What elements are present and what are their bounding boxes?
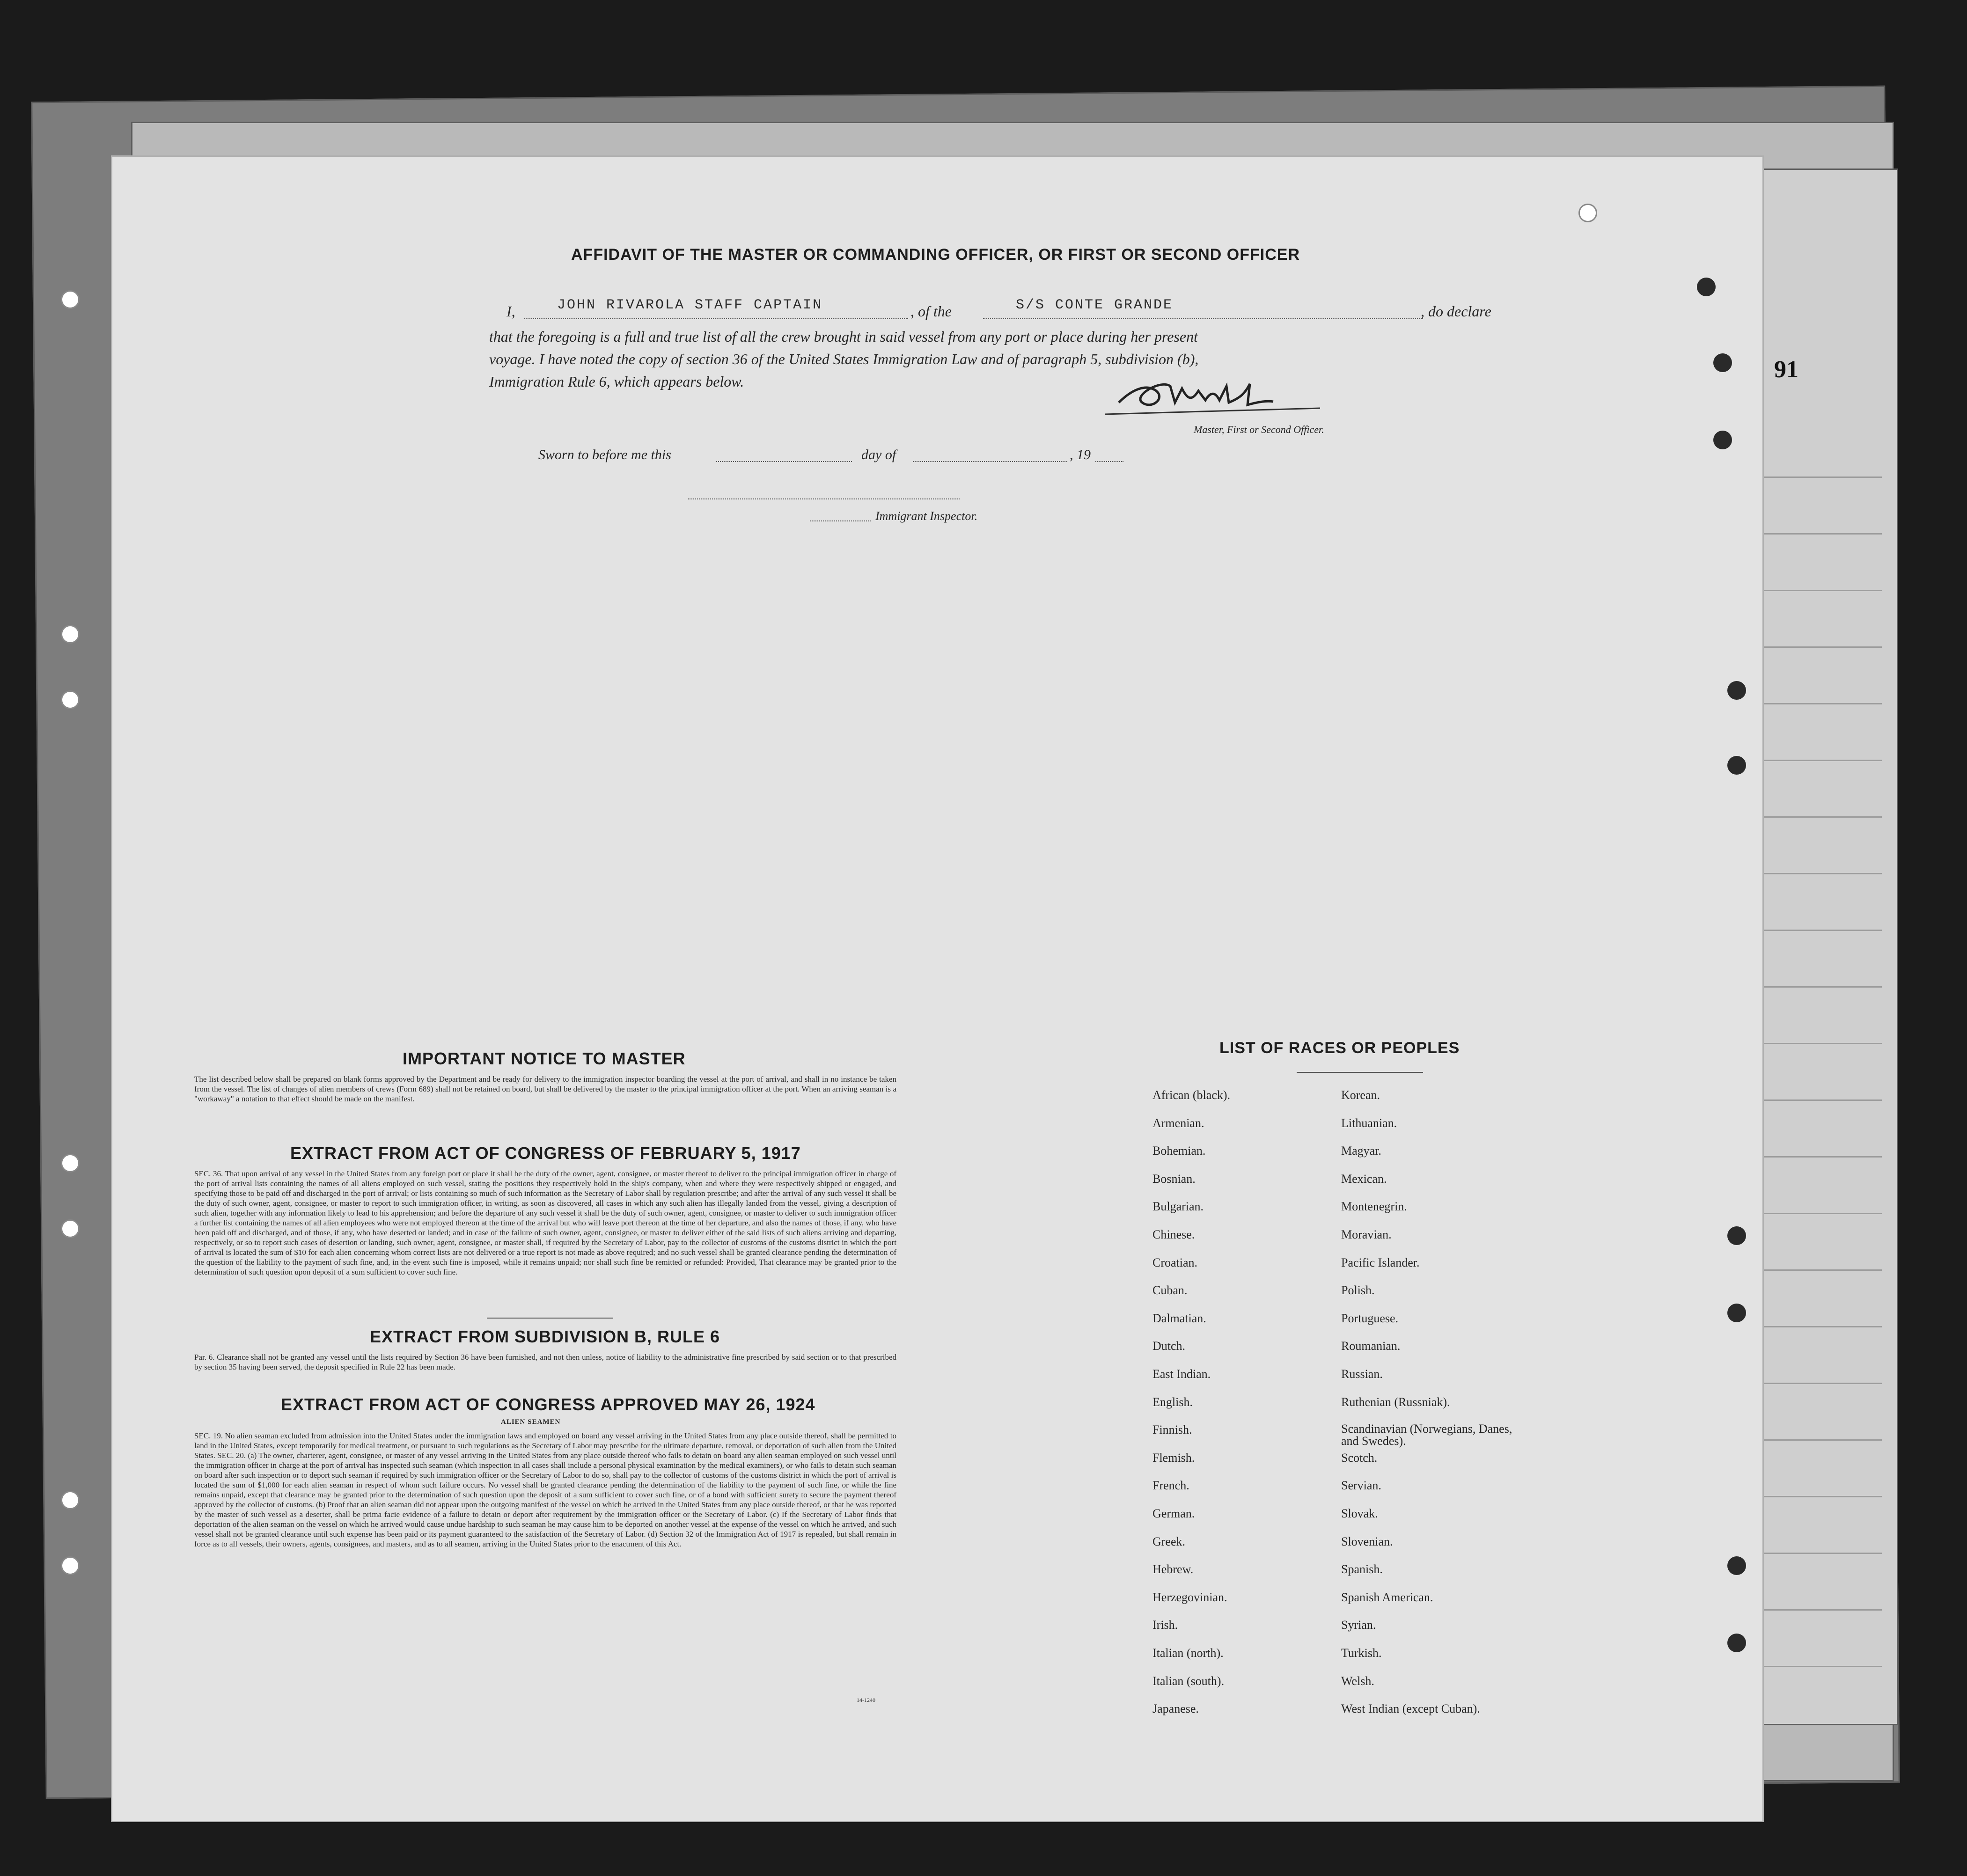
punch-hole-icon bbox=[61, 625, 80, 644]
race-item: West Indian (except Cuban). bbox=[1341, 1702, 1480, 1716]
race-item: Slovenian. bbox=[1341, 1534, 1393, 1548]
day-of-label: day of bbox=[861, 447, 896, 462]
race-item: Irish. bbox=[1152, 1618, 1178, 1632]
race-item: Scandinavian (Norwegians, Danes, and Swedes). bbox=[1341, 1422, 1512, 1448]
race-item: Syrian. bbox=[1341, 1618, 1376, 1632]
race-item: Japanese. bbox=[1152, 1702, 1199, 1716]
punch-hole-icon bbox=[1727, 681, 1746, 700]
race-item: Cuban. bbox=[1152, 1283, 1188, 1297]
race-item: Mexican. bbox=[1341, 1172, 1387, 1186]
signature-caption: Master, First or Second Officer. bbox=[1194, 424, 1324, 435]
margin-page-number: 91 bbox=[1774, 356, 1798, 383]
race-item: Montenegrin. bbox=[1341, 1200, 1407, 1214]
extract-3-title: EXTRACT FROM ACT OF CONGRESS APPROVED MAY 26, 1924 bbox=[281, 1395, 815, 1414]
notice-title: IMPORTANT NOTICE TO MASTER bbox=[403, 1049, 686, 1068]
extract-3-subtitle: ALIEN SEAMEN bbox=[501, 1418, 561, 1426]
inspector-line-2 bbox=[810, 520, 871, 521]
vessel-name: S/S CONTE GRANDE bbox=[1016, 297, 1174, 313]
punch-hole-icon bbox=[1727, 1556, 1746, 1575]
punch-hole-icon bbox=[61, 1556, 80, 1575]
punch-hole-icon bbox=[61, 1219, 80, 1238]
race-item: Finnish. bbox=[1152, 1423, 1192, 1437]
race-item: Slovak. bbox=[1341, 1507, 1378, 1520]
punch-hole-icon bbox=[1727, 1634, 1746, 1652]
race-item: Russian. bbox=[1341, 1367, 1383, 1381]
race-item: Dutch. bbox=[1152, 1339, 1186, 1353]
punch-hole-icon bbox=[1727, 1304, 1746, 1322]
race-item: Portuguese. bbox=[1341, 1311, 1399, 1325]
master-name: JOHN RIVAROLA STAFF CAPTAIN bbox=[557, 297, 823, 313]
extract-1-title: EXTRACT FROM ACT OF CONGRESS OF FEBRUARY 5, 1917 bbox=[290, 1143, 801, 1163]
race-item: Bohemian. bbox=[1152, 1144, 1206, 1158]
divider bbox=[487, 1318, 613, 1319]
race-item: French. bbox=[1152, 1479, 1189, 1493]
punch-hole-icon bbox=[1578, 204, 1597, 222]
race-item: English. bbox=[1152, 1395, 1193, 1409]
of-the-label: , of the bbox=[910, 303, 952, 320]
race-item: Polish. bbox=[1341, 1283, 1375, 1297]
punch-hole-icon bbox=[61, 290, 80, 309]
race-item: Magyar. bbox=[1341, 1144, 1381, 1158]
do-declare-label: , do declare bbox=[1421, 303, 1491, 320]
inspector-label: Immigrant Inspector. bbox=[875, 509, 978, 523]
race-item: Bulgarian. bbox=[1152, 1200, 1204, 1214]
notice-text: The list described below shall be prepared on blank forms approved by the Department and be ready for delivery to the immigration inspector boarding the vessel at the port of arrival, and shall in no instance be taken from the vessel. The list of changes of alien members of crews (Form 689) shall not be retained on board, but shall be delivered by the master to the principal immigration officer at the port. When an arriving seaman is a "workaway" a notation to that effect should be made on the manifest. bbox=[194, 1075, 896, 1103]
race-item: Servian. bbox=[1341, 1479, 1381, 1493]
races-title: LIST OF RACES OR PEOPLES bbox=[1219, 1039, 1460, 1057]
affidavit-line-4: Immigration Rule 6, which appears below. bbox=[489, 373, 744, 390]
race-item: Hebrew. bbox=[1152, 1562, 1194, 1576]
extract-2-title: EXTRACT FROM SUBDIVISION B, RULE 6 bbox=[370, 1327, 720, 1346]
race-item: Armenian. bbox=[1152, 1116, 1204, 1130]
inspector-line-1 bbox=[688, 498, 960, 499]
race-item: Spanish American. bbox=[1341, 1590, 1433, 1604]
races-divider bbox=[1297, 1072, 1423, 1073]
race-item: Turkish. bbox=[1341, 1646, 1382, 1660]
sworn-month-line bbox=[913, 461, 1067, 462]
name-line bbox=[524, 318, 908, 319]
affidavit-page bbox=[112, 157, 1762, 1821]
race-item: Chinese. bbox=[1152, 1228, 1195, 1241]
race-item: Greek. bbox=[1152, 1534, 1186, 1548]
race-item: Spanish. bbox=[1341, 1562, 1383, 1576]
punch-hole-icon bbox=[61, 1491, 80, 1510]
race-item: Pacific Islander. bbox=[1341, 1255, 1420, 1269]
punch-hole-icon bbox=[61, 690, 80, 709]
race-item: Ruthenian (Russniak). bbox=[1341, 1395, 1450, 1409]
race-item: Flemish. bbox=[1152, 1451, 1195, 1465]
sworn-day-line bbox=[716, 461, 852, 462]
ruled-lines bbox=[1760, 421, 1882, 1685]
race-item: African (black). bbox=[1152, 1088, 1231, 1102]
extract-3-text: SEC. 19. No alien seaman excluded from admission into the United States under the immigration laws and employed on board any vessel arriving in the United States from any place outside thereof, shall be permitted to land in the United States, except temporarily for medical treatment, or pursuant to such regulations as the Secretary of Labor may prescribe for the ultimate departure, removal, or deportation of such alien from the United States. SEC. 20. (a) The owner, charterer, agent, consignee, or master of any vessel arriving in the United States from any place outside thereof who fails to detain on board any alien seaman employed on such vessel until the immigration officer in charge at the port of arrival has inspected such seaman (which inspection in all cases shall include a personal physical examination by the medical examiners), or who fails to detain such seaman on board after such inspection or to deport such seaman if required by such immigration officer or the Secretary of Labor to do so, shall pay to the collector of customs of the customs district in which the port of arrival is located the sum of $1,000 for each alien seaman in respect of whom such failure occurs. No vessel shall be granted clearance pending the determination of the liability to the payment of such fine, or while the fine remains unpaid, except that clearance may be granted prior to the determination of such question upon the deposit of a sum sufficient to cover such fine, or of a bond with sufficient surety to secure the payment thereof approved by the collector of customs. (b) Proof that an alien seaman did not appear upon the outgoing manifest of the vessel on which he arrived in the United States from any place outside thereof, or that he was reported by the master of such vessel as a deserter, shall be prima facie evidence of a failure to detain or deport after requirement by the immigration officer or the Secretary of Labor. (c) If the Secretary of Labor finds that deportation of the alien seaman on the vessel on which he arrived would cause undue hardship to such seaman he may cause him to be deported on another vessel at the expense of the vessel on which he arrived, and such vessel shall not be granted clearance until such expense has been paid or its payment guaranteed to the satisfaction of the Secretary of Labor. (d) Section 32 of the Immigration Act of 1917 is repealed, but shall remain in force as to all vessels, their owners, agents, consignees, and masters, and as to all seamen, arriving in the United States prior to the enactment of this Act. bbox=[194, 1431, 896, 1548]
i-label: I, bbox=[506, 303, 515, 320]
race-item: Bosnian. bbox=[1152, 1172, 1196, 1186]
year-label: , 19 bbox=[1070, 447, 1091, 462]
punch-hole-icon bbox=[1727, 1226, 1746, 1245]
affidavit-line-3: voyage. I have noted the copy of section 36 of the United States Immigration Law and of paragraph 5, subdivision (b), bbox=[489, 351, 1199, 367]
punch-hole-icon bbox=[1697, 278, 1716, 296]
affidavit-title: AFFIDAVIT OF THE MASTER OR COMMANDING OFFICER, OR FIRST OR SECOND OFFICER bbox=[571, 246, 1300, 264]
punch-hole-icon bbox=[1713, 431, 1732, 449]
race-item: Croatian. bbox=[1152, 1255, 1198, 1269]
race-item: Scotch. bbox=[1341, 1451, 1378, 1465]
race-item: German. bbox=[1152, 1507, 1195, 1520]
form-number: 14-1240 bbox=[857, 1697, 875, 1703]
signature bbox=[1105, 370, 1320, 421]
race-item: Dalmatian. bbox=[1152, 1311, 1206, 1325]
race-item: Lithuanian. bbox=[1341, 1116, 1397, 1130]
sworn-label: Sworn to before me this bbox=[538, 447, 671, 462]
year-line bbox=[1095, 461, 1123, 462]
race-item: Italian (south). bbox=[1152, 1674, 1225, 1688]
vessel-line bbox=[983, 318, 1423, 319]
affidavit-line-2: that the foregoing is a full and true list of all the crew brought in said vessel from any port or place during her present bbox=[489, 328, 1198, 345]
race-item: East Indian. bbox=[1152, 1367, 1211, 1381]
punch-hole-icon bbox=[1727, 756, 1746, 775]
race-item: Korean. bbox=[1341, 1088, 1380, 1102]
race-item: Italian (north). bbox=[1152, 1646, 1224, 1660]
race-item: Roumanian. bbox=[1341, 1339, 1401, 1353]
extract-1-text: SEC. 36. That upon arrival of any vessel in the United States from any foreign port or place it shall be the duty of the owner, agent, consignee, or master thereof to deliver to the principal immigration officer in charge of the port of arrival lists containing the names of all aliens employed on such vessel, stating the positions they respectively hold in the ship's company, when and where they were respectively shipped or engaged, and specifying those to be paid off and discharged in the port of arrival; or lists containing so much of such information as the Secretary of Labor shall by regulation prescribe; and after the arrival of any such vessel it shall be the duty of such owner, agent, consignee, or master to report to such immigration officer, in writing, as soon as discovered, all cases in which any such alien has illegally landed from the vessel, giving a description of such alien, together with any information likely to lead to his apprehension; and before the departure of any such vessel it shall be the duty of such owner, agent, consignee, or master to deliver to such immigration officer a further list containing the names of all alien employees who were not employed thereon at the time of the arrival but who will leave port thereon at the time of her departure, and also the names of those, if any, who have been paid off and discharged, and of those, if any, who have deserted or landed; and in case of the failure of such owner, agent, consignee, or master to deliver either of the said lists of such aliens arriving and departing, respectively, or so to report such cases of desertion or landing, such owner, agent, consignee, or master shall, if required by the Secretary of Labor, pay to the collector of customs of the customs district in which the port of arrival is located the sum of $10 for each alien concerning whom correct lists are not delivered or a true report is not made as above required; and no such vessel shall be granted clearance pending the determination of the question of the liability to the payment of such fine, and, in the event such fine is imposed, while it remains unpaid; nor shall such fine be remitted or refunded: Provided, That clearance may be granted prior to the determination of such question upon deposit of a sum sufficient to cover such fine. bbox=[194, 1169, 896, 1276]
extract-2-text: Par. 6. Clearance shall not be granted any vessel until the lists required by Section 36 have been furnished, and not then unless, notice of liability to the administrative fine prescribed by said section or to that prescribed by section 35 having been served, the deposit specified in Rule 22 has been made. bbox=[194, 1353, 896, 1371]
race-item: Welsh. bbox=[1341, 1674, 1374, 1688]
punch-hole-icon bbox=[61, 1154, 80, 1172]
punch-hole-icon bbox=[1713, 353, 1732, 372]
race-item: Herzegovinian. bbox=[1152, 1590, 1227, 1604]
race-item: Moravian. bbox=[1341, 1228, 1392, 1241]
